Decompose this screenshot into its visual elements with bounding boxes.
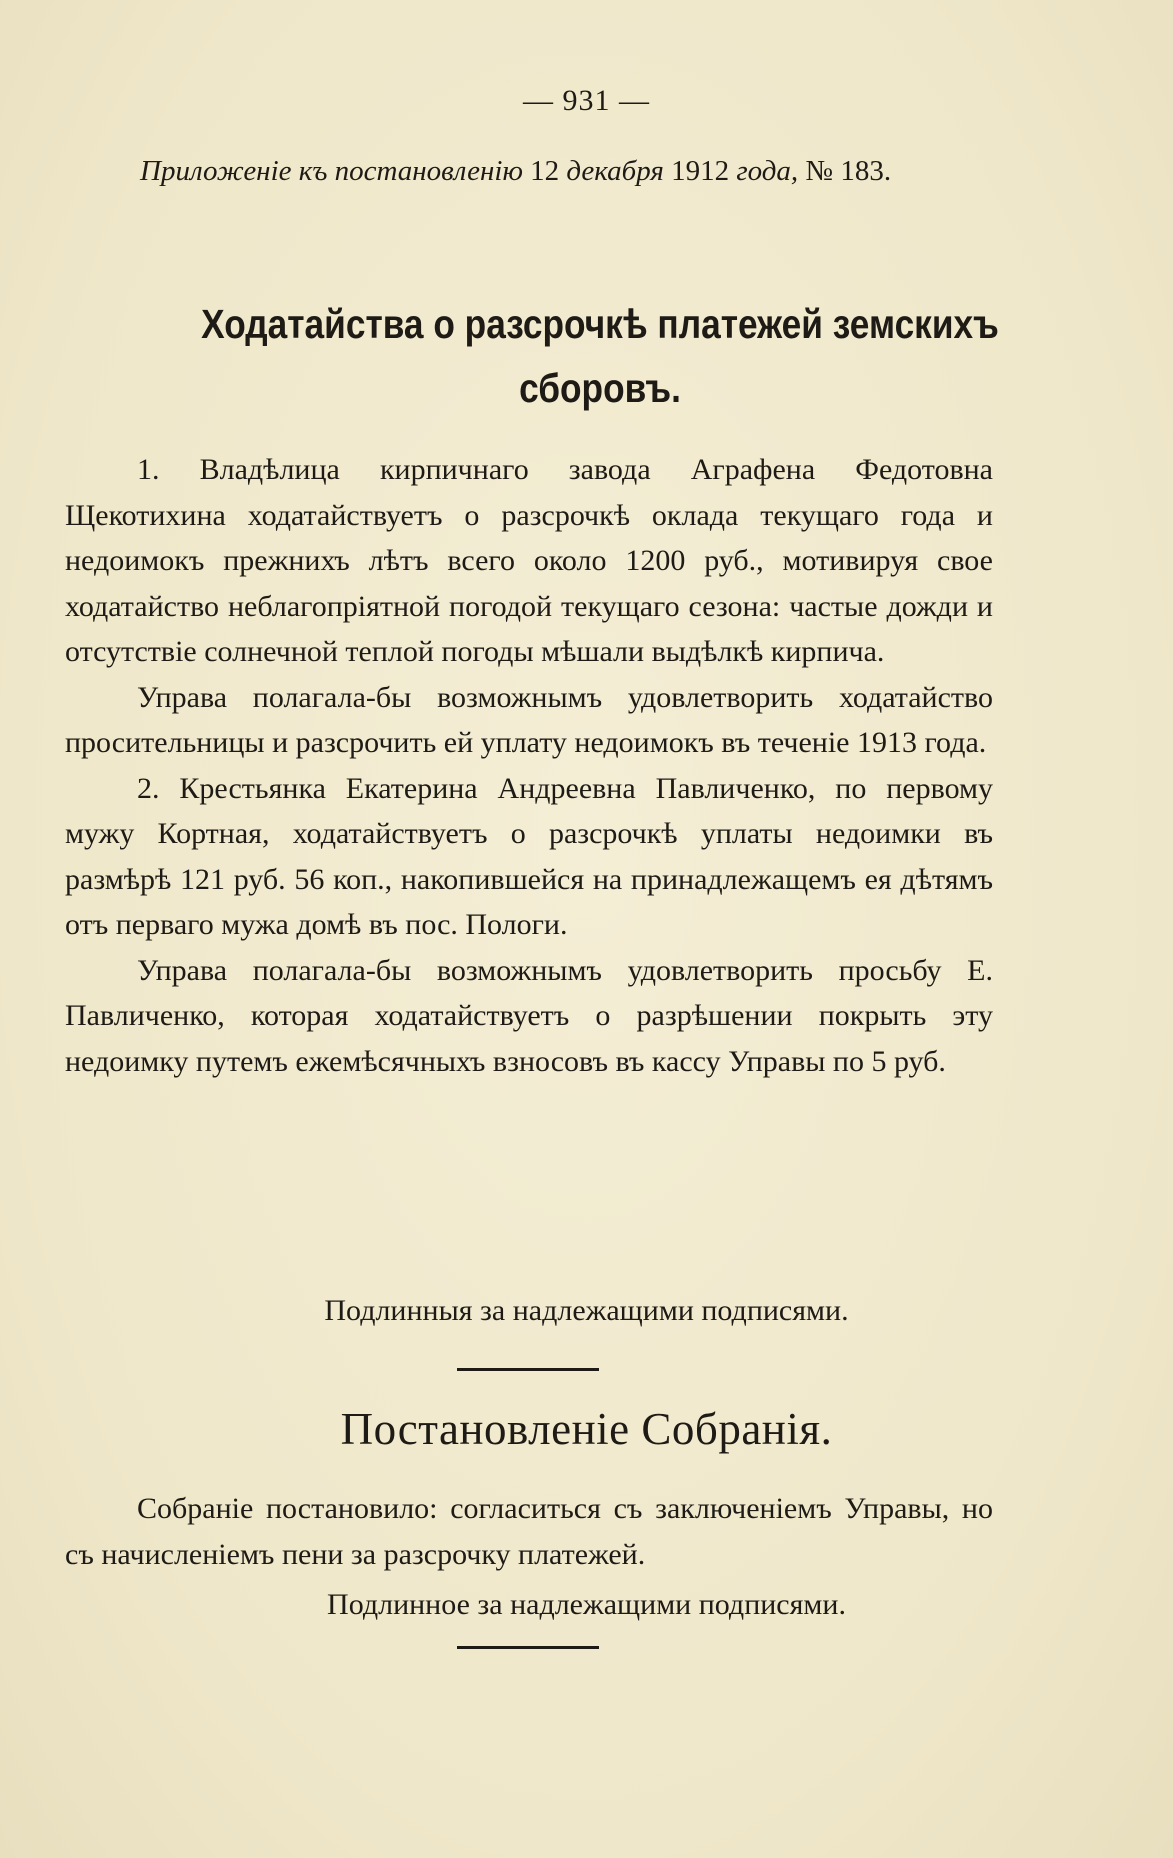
appendix-number: № 183. [805, 155, 892, 187]
appendix-text-2: года, [736, 155, 799, 187]
paragraph-board-opinion-2: Управа полагала-бы возможнымъ удовлетворить просьбу Е. Павличенко, которая ходатайствуетъ о разрѣшении покрыть эту недоимку путемъ ежемѣсячныхъ взносовъ въ кассу Управы по 5 руб. [65, 953, 993, 1078]
divider-rule [457, 1368, 599, 1371]
appendix-text-1: Приложенiе къ постановленiю [140, 155, 523, 187]
petitions-body [65, 447, 993, 1084]
decision-body [65, 1486, 993, 1578]
signature-note-1: Подлинныя за надлежащими подписями. [324, 1294, 849, 1327]
paragraph-petition-1: 1. Владѣлица кирпичнаго завода Аграфена Федотовна Щекотихина ходатайствуетъ о разсрочкѣ оклада текущаго года и недоимокъ прежнихъ лѣтъ всего около 1200 руб., мотивируя свое ходатайство неблагопрiятной погодой текущаго сезона: частые дожди и отсутствiе солнечной теплой погоды мѣшали выдѣлкѣ кирпича. [65, 453, 993, 668]
signature-note-2: Подлинное за надлежащими подписями. [327, 1588, 846, 1621]
end-rule [457, 1646, 599, 1649]
decision-paragraph: Собранiе постановило: согласиться съ заключенiемъ Управы, но съ начисленiемъ пени за разсрочку платежей. [65, 1492, 993, 1571]
appendix-line [140, 155, 1000, 188]
appendix-day: 12 [530, 155, 560, 187]
paragraph-board-opinion-1: Управа полагала-бы возможнымъ удовлетворить ходатайство просительницы и разсрочить ей уплату недоимокъ въ теченiе 1913 года. [65, 680, 993, 759]
document-title: Ходатайства о разсрочкѣ платежей земскихъ сборовъ. [201, 301, 999, 411]
page-number: — 931 — [523, 84, 650, 117]
paragraph-petition-2: 2. Крестьянка Екатерина Андреевна Павличенко, по первому мужу Кортная, ходатайствуетъ о разсрочкѣ уплаты недоимки въ размѣрѣ 121 руб. 56 коп., накопившейся на принадлежащемъ ея дѣтямъ отъ перваго мужа домѣ въ пос. Пологи. [65, 771, 993, 941]
appendix-year: 1912 [671, 155, 730, 187]
appendix-month: декабря [566, 155, 664, 187]
section-title: Постановленiе Собранiя. [340, 1404, 833, 1454]
